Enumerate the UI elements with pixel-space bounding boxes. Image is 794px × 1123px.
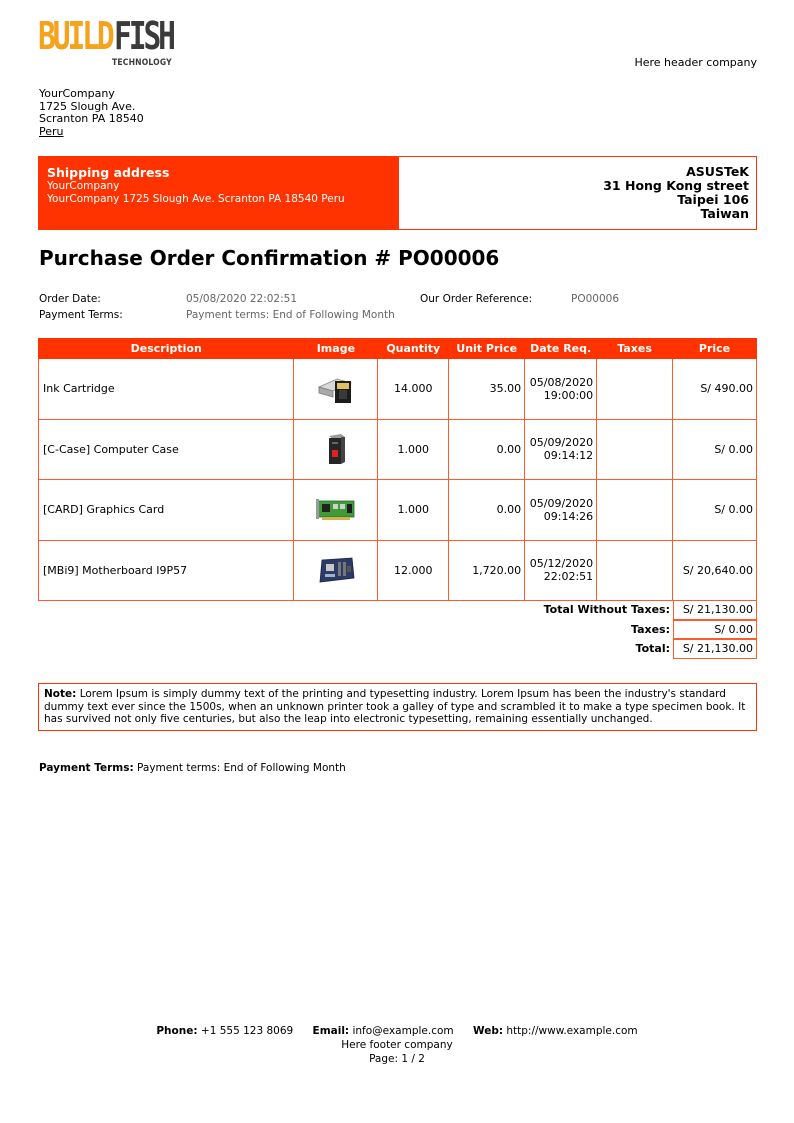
total-row <box>460 639 757 659</box>
payment-terms-footer-value: Payment terms: End of Following Month <box>137 762 346 774</box>
header-company: Here header company <box>634 56 757 69</box>
payment-terms-label: Payment Terms: <box>39 309 123 321</box>
row-time: 09:14:12 <box>543 449 594 463</box>
row-date: 05/09/2020 <box>529 496 594 510</box>
table-row <box>39 359 757 420</box>
row-date-req <box>525 480 597 541</box>
shipping-name: YourCompany <box>47 180 120 192</box>
logo-build-text: BUILD <box>38 14 112 58</box>
order-date-label: Order Date: <box>39 293 101 305</box>
row-description: [MBi9] Motherboard I9P57 <box>39 540 294 601</box>
row-price: S/ 0.00 <box>673 480 757 541</box>
shipping-full-address: YourCompany 1725 Slough Ave. Scranton PA 18540 Peru <box>47 192 345 205</box>
row-date-req <box>525 540 597 601</box>
footer-email-label: Email: <box>312 1025 350 1037</box>
ink-cartridge-image <box>294 359 378 420</box>
taxes-label: Taxes: <box>630 622 670 636</box>
row-quantity: 1.000 <box>378 419 449 480</box>
footer-phone <box>156 1025 293 1037</box>
page-footer <box>0 1024 794 1066</box>
row-date-req <box>525 359 597 420</box>
row-price: S/ 20,640.00 <box>673 540 757 601</box>
computer-case-image <box>294 419 378 480</box>
company-street: 1725 Slough Ave. <box>39 99 136 113</box>
company-address <box>39 88 144 138</box>
reference-label: Our Order Reference: <box>420 293 533 305</box>
footer-contacts <box>0 1024 794 1038</box>
page-number: Page: 1 / 2 <box>369 1053 425 1065</box>
row-time: 22:02:51 <box>543 570 594 584</box>
row-description: Ink Cartridge <box>39 359 294 420</box>
row-time: 19:00:00 <box>543 388 594 402</box>
vendor-street: 31 Hong Kong street <box>603 178 749 193</box>
company-name: YourCompany <box>39 87 115 100</box>
table-row <box>39 540 757 601</box>
vendor-city: Taipei 106 <box>677 192 749 207</box>
page-title: Purchase Order Confirmation # PO00006 <box>39 246 500 270</box>
row-price: S/ 0.00 <box>673 419 757 480</box>
vendor-name: ASUSTeK <box>686 164 749 179</box>
row-taxes <box>597 419 673 480</box>
row-taxes <box>597 480 673 541</box>
note-text: Lorem Ipsum is simply dummy text of the printing and typesetting industry. Lorem Ipsum has been the industry's standard dummy text ever since the 1500s, when an unknown printer took a galley of type and scrambled it to make a type specimen book. It has survived not only five centuries, but also the leap into electronic typesetting, remaining essentially unchanged. <box>44 688 746 726</box>
row-unit-price: 0.00 <box>449 419 525 480</box>
order-lines-table <box>38 338 757 601</box>
row-unit-price: 0.00 <box>449 480 525 541</box>
payment-terms-footer <box>39 762 346 774</box>
company-city: Scranton PA 18540 <box>39 112 144 126</box>
taxes-value: S/ 0.00 <box>673 620 757 640</box>
shipping-address <box>39 157 398 229</box>
vendor-country: Taiwan <box>700 206 749 221</box>
note-box <box>38 683 757 731</box>
header-date-req: Date Req. <box>525 339 597 359</box>
header-taxes: Taxes <box>597 339 673 359</box>
shipping-title: Shipping address <box>47 165 170 180</box>
header-price: Price <box>673 339 757 359</box>
motherboard-image <box>294 540 378 601</box>
footer-phone-value: +1 555 123 8069 <box>200 1025 294 1037</box>
footer-email-value[interactable]: info@example.com <box>352 1025 454 1037</box>
footer-email <box>313 1025 454 1037</box>
row-description: [C-Case] Computer Case <box>39 419 294 480</box>
company-logo <box>38 14 173 72</box>
header-description: Description <box>39 339 294 359</box>
header-image: Image <box>294 339 378 359</box>
total-without-taxes-value: S/ 21,130.00 <box>673 600 757 620</box>
row-date-req <box>525 419 597 480</box>
row-description: [CARD] Graphics Card <box>39 480 294 541</box>
row-taxes <box>597 359 673 420</box>
footer-web <box>473 1025 638 1037</box>
header-unit-price: Unit Price <box>449 339 525 359</box>
row-unit-price: 35.00 <box>449 359 525 420</box>
logo-fish-text: FISH <box>114 14 173 58</box>
row-date: 05/12/2020 <box>529 557 594 571</box>
note-label: Note: <box>44 688 77 700</box>
payment-terms-value: Payment terms: End of Following Month <box>186 309 395 321</box>
reference-value: PO00006 <box>571 293 619 305</box>
footer-phone-label: Phone: <box>156 1025 198 1037</box>
totals-block <box>460 600 757 659</box>
vendor-address <box>398 157 756 229</box>
row-date: 05/09/2020 <box>529 436 594 450</box>
logo-tagline: TECHNOLOGY <box>112 58 172 68</box>
footer-web-value[interactable]: http://www.example.com <box>506 1025 638 1037</box>
row-time: 09:14:26 <box>543 509 594 523</box>
total-value: S/ 21,130.00 <box>673 639 757 659</box>
row-quantity: 14.000 <box>378 359 449 420</box>
total-without-taxes-label: Total Without Taxes: <box>543 603 670 617</box>
row-unit-price: 1,720.00 <box>449 540 525 601</box>
row-taxes <box>597 540 673 601</box>
footer-company: Here footer company <box>341 1039 453 1051</box>
address-box <box>38 156 757 230</box>
footer-web-label: Web: <box>472 1025 504 1037</box>
company-country: Peru <box>39 124 64 138</box>
total-label: Total: <box>635 642 670 656</box>
taxes-row <box>460 620 757 640</box>
row-quantity: 12.000 <box>378 540 449 601</box>
payment-terms-footer-label: Payment Terms: <box>39 762 134 774</box>
total-without-taxes-row <box>460 600 757 620</box>
graphics-card-image <box>294 480 378 541</box>
table-row <box>39 419 757 480</box>
row-date: 05/08/2020 <box>529 375 594 389</box>
row-quantity: 1.000 <box>378 480 449 541</box>
order-date-value: 05/08/2020 22:02:51 <box>186 293 298 305</box>
row-price: S/ 490.00 <box>673 359 757 420</box>
table-header-row <box>39 339 757 359</box>
header-quantity: Quantity <box>378 339 449 359</box>
table-row <box>39 480 757 541</box>
